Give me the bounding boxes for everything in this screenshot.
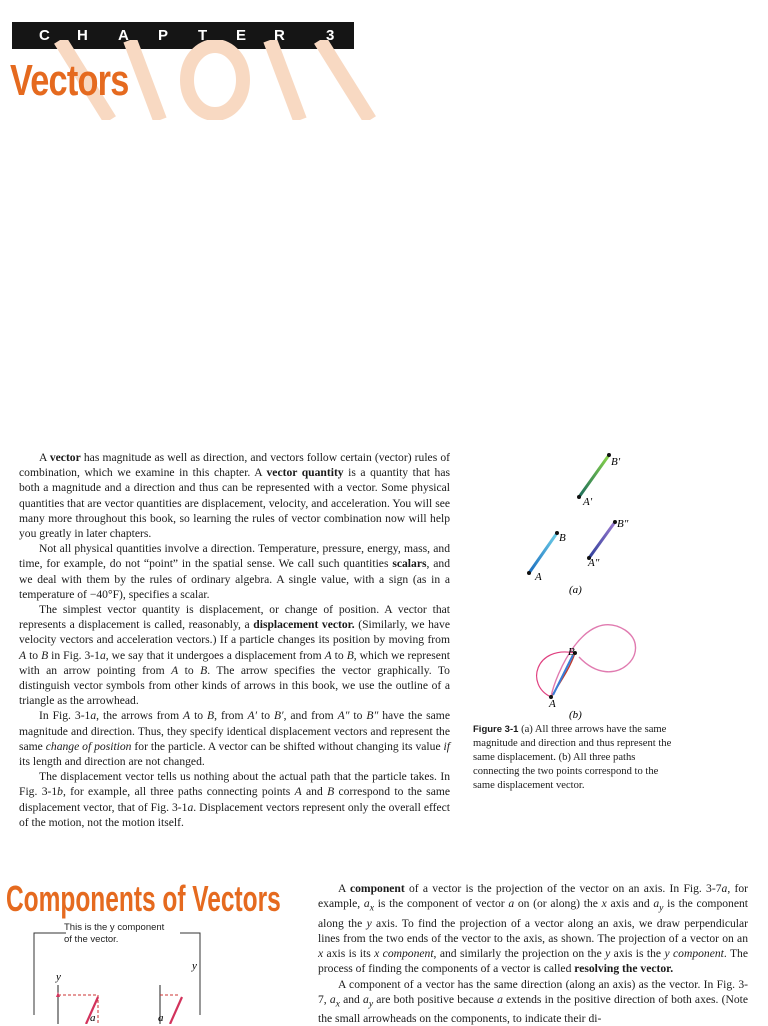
point-dot [527, 571, 531, 575]
vector-arrow-a1b1 [579, 455, 609, 497]
vector-label: a [158, 1012, 164, 1024]
components-paragraph: A component of a vector is the projection of the vector on an axis. In Fig. 3-7a, for example, $a_x$ is the component of vector a on (or along) the x axis and $a_y$ is the component along the y axis. To find the projection of a vector along an axis, we draw perpendicular lines from the two ends of the vector to the axis, as shown. The projection of a vector on an x axis is its x component, and similarly the projection on the y axis is the y component. The process of finding the components of a vector is called resolving the vector. [318, 882, 749, 976]
point-label: A [535, 571, 542, 583]
point-label: A″ [588, 557, 600, 569]
point-label: B′ [611, 456, 621, 468]
point-label: B″ [617, 518, 629, 530]
callout-line: This is the y component [64, 922, 165, 933]
chapter-letter: C [39, 27, 50, 44]
axis-label-y: y [192, 960, 197, 972]
panel-label-b: (b) [569, 709, 582, 721]
vector-arrow-a2b2 [589, 522, 615, 558]
components-text [318, 881, 748, 1026]
chapter-title: Vectors [10, 56, 129, 105]
intro-paragraph: The displacement vector tells us nothing about the actual path that the particle takes. In Fig. 3-1b, for example, all three paths connecting points A and B correspond to the same displacement vector, that of Fig. 3-1a. Displacement vectors represent only the overall effect of the motion, not the motion itself. [19, 770, 451, 829]
intro-paragraph: In Fig. 3-1a, the arrows from A to B, from A′ to B′, and from A″ to B″ have the same magnitude and direction. Thus, they specify identical displacement vectors and represent the same change of position for the particle. A vector can be shifted without changing its value if its length and direction are not changed. [19, 709, 450, 769]
intro-paragraph: A vector has magnitude as well as direction, and vectors follow certain (vector) rules of combination, which we examine in this chapter. A vector quantity is a quantity that has both a magnitude and a direction and thus can be represented with a vector. Some physical quantities that are vector quantities are displacement, velocity, and acceleration. You will see many more throughout this book, so learning the rules of vector combination now will help you greatly in later chapters. [19, 451, 450, 541]
chapter-letter: H [77, 27, 88, 44]
point-label: A′ [583, 496, 593, 508]
intro-paragraph: The simplest vector quantity is displacement, or change of position. A vector that represents a displacement is called, reasonably, a displacement vector. (Similarly, we have velocity vectors and acceleration vectors.) If a particle changes its position by moving from A to B in Fig. 3-1a, we say that it undergoes a displacement from A to B, which we represent with an arrow pointing from A to B. The arrow specifies the vector graphically. To distinguish vector symbols from other kinds of arrows in this book, we use the outline of a triangle as the arrowhead. [19, 603, 450, 708]
point-dot [577, 495, 581, 499]
intro-text [19, 450, 450, 830]
chapter-letter: T [198, 27, 208, 44]
vector-a [170, 997, 182, 1024]
chapter-letter: R [274, 27, 285, 44]
panel-label-a: (a) [569, 584, 582, 596]
chapter-letter: E [236, 27, 247, 44]
point-label: A [549, 698, 556, 710]
vector-arrow-ab [529, 533, 557, 573]
path-loop-right [551, 625, 636, 697]
intro-paragraph: Not all physical quantities involve a direction. Temperature, pressure, energy, mass, and time, for example, do not “point” in the spatial sense. We call such quantities scalars, and we deal with them by the rules of ordinary algebra. A single value, with a sign (as in a temperature of −40°F), specifies a scalar. [19, 542, 450, 601]
point-label: B [559, 532, 566, 544]
chapter-letter: A [118, 27, 129, 44]
callout-line: of the vector. [64, 934, 119, 945]
figure-3-1 [515, 445, 655, 725]
components-paragraph: A component of a vector has the same direction (along an axis) as the vector. In Fig. 3-7, $a_x$ and $a_y$ are both positive because a extends in the positive direction of both axes. (Note the small arrowheads on the components, to indicate their di- [318, 977, 748, 1026]
chapter-number: 3 [326, 27, 335, 44]
displacement-arrow-b [553, 655, 573, 695]
section-heading: Components of Vectors [6, 878, 281, 919]
callout-text [38, 922, 208, 946]
chapter-letter: P [158, 27, 169, 44]
point-label: B [568, 646, 575, 658]
vector-label: a [90, 1012, 96, 1024]
caption-text: (a) All three arrows have the same magnitude and direction and thus represent the same displacement. (b) All three paths connecting the two points correspond to the same displacement vector. [473, 724, 672, 791]
figure-caption [473, 723, 681, 793]
axis-label-y: y [56, 971, 61, 983]
caption-label: Figure 3-1 [473, 724, 519, 735]
